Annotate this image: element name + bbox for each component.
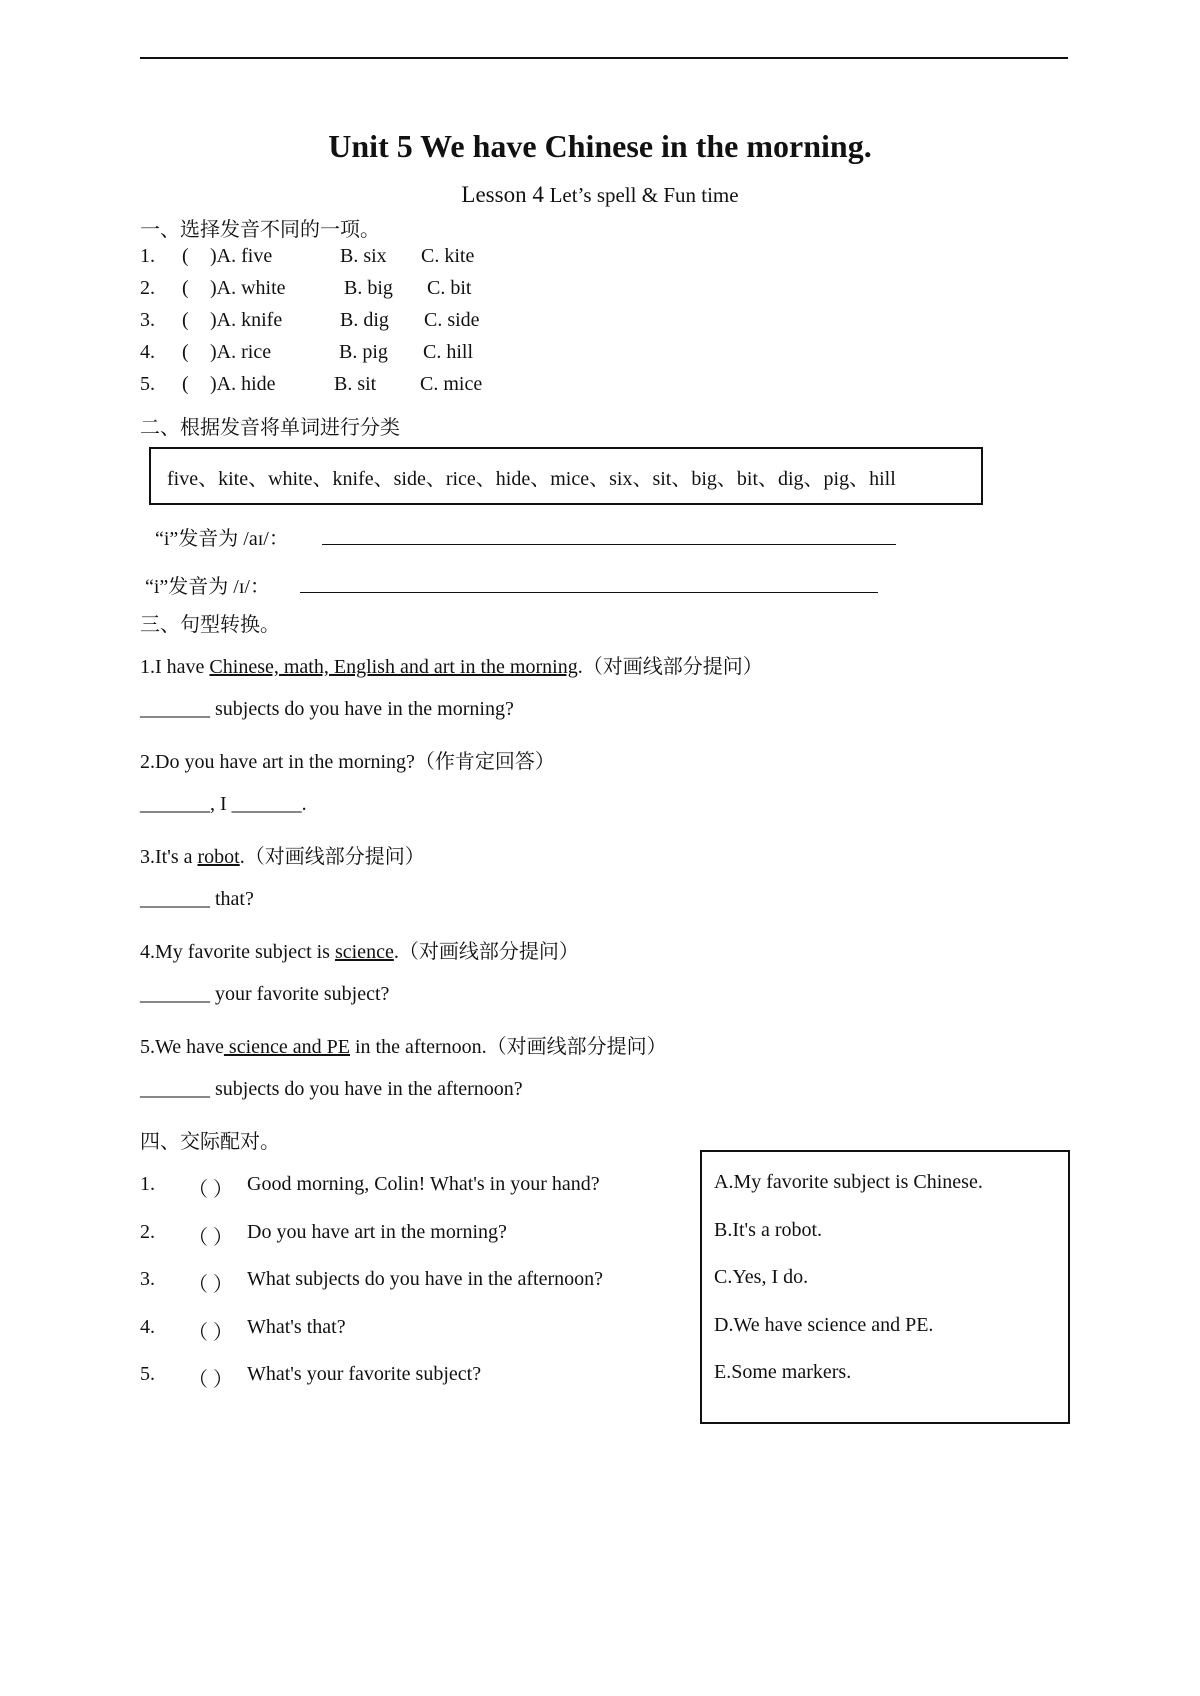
question-text: What's your favorite subject? [247,1363,482,1385]
item-number: 5. [140,1363,155,1385]
lesson-subtitle [0,182,1200,208]
underlined-part: science [334,941,394,963]
lesson-topic: Let’s spell & Fun time [549,183,739,207]
underlined-part: robot [197,846,240,868]
option-a: )A. white [210,277,286,299]
answer-paren[interactable]: （ ） [188,1227,233,1249]
option-c: C. side [424,309,480,331]
item-number: 3. [140,309,155,331]
option-b: B. dig [340,309,389,331]
item-number: 1. [140,1173,155,1195]
question-5 [140,1030,667,1059]
underlined-part: Chinese, math, English and art in the morning [209,656,578,678]
option-a: )A. hide [210,373,276,395]
option-b: B. big [344,277,393,299]
question-text: Good morning, Colin! What's in your hand? [247,1173,600,1195]
option-c: C. bit [427,277,472,299]
answer-option-c: C.Yes, I do. [714,1266,809,1288]
header-rule [140,57,1068,59]
answer-option-e: E.Some markers. [714,1361,852,1383]
item-number: 2. [140,1221,155,1243]
answer-option-b: B.It's a robot. [714,1219,823,1241]
section3-heading: 三、句型转换。 [140,614,280,636]
answer-paren[interactable]: （ ） [188,1179,233,1201]
underlined-part: science and PE [223,1036,350,1058]
question-text: Do you have art in the morning? [247,1221,507,1243]
answer-2[interactable]: _______, I _______. [140,793,307,815]
answer-5[interactable]: _______ subjects do you have in the afternoon? [140,1078,523,1100]
option-b: B. six [340,245,387,267]
answer-3[interactable]: _______ that? [140,888,254,910]
section4-heading: 四、交际配对。 [140,1131,280,1153]
section2-heading: 二、根据发音将单词进行分类 [140,417,400,439]
item-number: 5. [140,373,155,395]
word-bank-box [149,447,983,505]
answer-1[interactable]: _______ subjects do you have in the morning? [140,698,514,720]
option-a: )A. rice [210,341,272,363]
answer-paren[interactable]: （ ） [188,1274,233,1296]
question-text: What subjects do you have in the afternoon? [247,1268,603,1290]
question-2: 2.Do you have art in the morning?（作肯定回答） [140,751,555,773]
item-number: 3. [140,1268,155,1290]
answer-paren[interactable]: （ ） [188,1322,233,1344]
option-c: C. kite [421,245,475,267]
option-c: C. hill [423,341,474,363]
answer-line-short-i[interactable] [300,592,878,593]
question-text: 5.We have [140,1036,224,1058]
word-bank: five、kite、white、knife、side、rice、hide、mice、six、sit、big、bit、dig、pig、hill [167,468,896,490]
answer-option-d: D.We have science and PE. [714,1314,934,1336]
question-3 [140,840,425,869]
question-text: 4.My favorite subject is [140,941,335,963]
classify-label-long-i: “i”发音为 /aɪ/： [155,528,289,550]
instruction: in the afternoon.（对画线部分提问） [349,1036,667,1058]
question-text: What's that? [247,1316,346,1338]
question-text: 3.It's a [140,846,198,868]
answer-paren[interactable]: ( [182,341,189,363]
question-text: 1.I have [140,656,210,678]
answer-line-long-i[interactable] [322,544,896,545]
instruction: .（对画线部分提问） [577,656,763,678]
item-number: 1. [140,245,155,267]
classify-label-short-i: “i”发音为 /ɪ/： [145,576,270,598]
instruction: .（对画线部分提问） [239,846,425,868]
question-4 [140,935,579,964]
item-number: 4. [140,341,155,363]
item-number: 2. [140,277,155,299]
worksheet-title: Unit 5 We have Chinese in the morning. [328,128,872,164]
option-a: )A. five [210,245,273,267]
answer-paren[interactable]: ( [182,373,189,395]
section1-heading: 一、选择发音不同的一项。 [140,219,380,241]
answer-paren[interactable]: ( [182,245,189,267]
answer-paren[interactable]: ( [182,277,189,299]
answer-option-a: A.My favorite subject is Chinese. [714,1171,983,1193]
instruction: .（对画线部分提问） [393,941,579,963]
item-number: 4. [140,1316,155,1338]
answer-paren[interactable]: （ ） [188,1369,233,1391]
option-b: B. sit [334,373,377,395]
option-a: )A. knife [210,309,283,331]
answer-paren[interactable]: ( [182,309,189,331]
question-1 [140,650,763,679]
option-c: C. mice [420,373,483,395]
lesson-number: Lesson 4 [461,182,544,207]
option-b: B. pig [339,341,388,363]
answer-4[interactable]: _______ your favorite subject? [140,983,390,1005]
